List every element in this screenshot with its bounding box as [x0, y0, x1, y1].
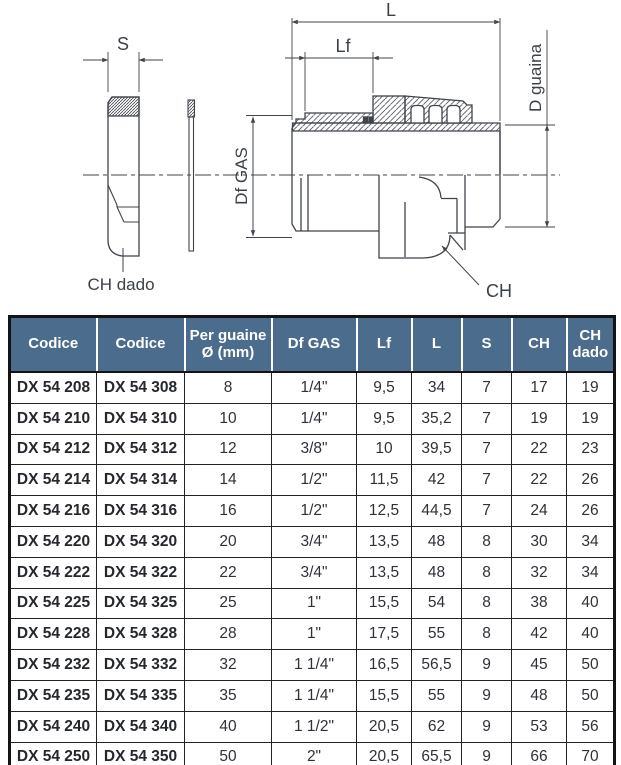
table-cell: DX 54 212: [10, 434, 97, 465]
table-cell: 45: [512, 650, 567, 681]
table-cell: DX 54 250: [10, 742, 97, 765]
table-cell: 40: [185, 711, 272, 742]
table-cell: 12: [185, 434, 272, 465]
table-cell: 11,5: [357, 465, 412, 496]
table-cell: 55: [412, 680, 462, 711]
col-header-df-gas: Df GAS: [272, 317, 357, 373]
col-header-codice-1: Codice: [10, 317, 97, 373]
table-cell: 55: [412, 619, 462, 650]
table-cell: DX 54 225: [10, 588, 97, 619]
table-cell: DX 54 220: [10, 526, 97, 557]
table-cell: DX 54 235: [10, 680, 97, 711]
table-cell: 7: [462, 372, 512, 403]
table-cell: 48: [512, 680, 567, 711]
technical-drawing: [0, 0, 621, 312]
table-cell: DX 54 312: [97, 434, 185, 465]
table-cell: 2": [272, 742, 357, 765]
table-cell: 8: [462, 526, 512, 557]
table-cell: 50: [567, 680, 615, 711]
table-cell: 15,5: [357, 588, 412, 619]
table-cell: 1": [272, 588, 357, 619]
table-cell: 3/4": [272, 526, 357, 557]
table-cell: DX 54 222: [10, 557, 97, 588]
col-header-per-guaine: Per guaine Ø (mm): [185, 317, 272, 373]
table-cell: 9: [462, 711, 512, 742]
table-cell: 1 1/4": [272, 650, 357, 681]
table-cell: 53: [512, 711, 567, 742]
table-cell: 48: [412, 557, 462, 588]
spec-table: [8, 315, 616, 765]
table-cell: 9,5: [357, 372, 412, 403]
table-row: [10, 619, 615, 650]
table-cell: DX 54 320: [97, 526, 185, 557]
label-df-gas: Df GAS: [232, 147, 251, 205]
table-cell: DX 54 310: [97, 403, 185, 434]
table-row: [10, 680, 615, 711]
table-cell: 19: [567, 403, 615, 434]
table-cell: 65,5: [412, 742, 462, 765]
table-cell: 20,5: [357, 742, 412, 765]
table-cell: 1 1/2": [272, 711, 357, 742]
table-cell: 16,5: [357, 650, 412, 681]
table-cell: 22: [512, 434, 567, 465]
table-cell: 19: [512, 403, 567, 434]
table-cell: DX 54 332: [97, 650, 185, 681]
table-row: [10, 526, 615, 557]
table-cell: 35: [185, 680, 272, 711]
table-cell: DX 54 232: [10, 650, 97, 681]
table-cell: 25: [185, 588, 272, 619]
table-cell: DX 54 216: [10, 496, 97, 527]
table-cell: 23: [567, 434, 615, 465]
table-row: [10, 496, 615, 527]
dimension-s: [83, 52, 163, 92]
table-cell: 1/4": [272, 403, 357, 434]
table-cell: 22: [512, 465, 567, 496]
table-cell: 9: [462, 650, 512, 681]
table-cell: 17,5: [357, 619, 412, 650]
label-s: S: [116, 34, 130, 54]
table-cell: 70: [567, 742, 615, 765]
table-cell: 1": [272, 619, 357, 650]
table-cell: 20: [185, 526, 272, 557]
table-cell: 20,5: [357, 711, 412, 742]
label-l: L: [385, 0, 397, 20]
table-row: [10, 372, 615, 403]
table-cell: 10: [357, 434, 412, 465]
table-cell: 7: [462, 465, 512, 496]
label-lf: Lf: [335, 36, 351, 56]
table-row: [10, 434, 615, 465]
table-row: [10, 650, 615, 681]
col-header-s: S: [462, 317, 512, 373]
table-cell: 30: [512, 526, 567, 557]
table-cell: 1/2": [272, 496, 357, 527]
col-header-codice-2: Codice: [97, 317, 185, 373]
table-cell: 10: [185, 403, 272, 434]
table-cell: DX 54 340: [97, 711, 185, 742]
table-header: [10, 317, 615, 373]
table-cell: 62: [412, 711, 462, 742]
table-cell: 32: [512, 557, 567, 588]
table-cell: 42: [412, 465, 462, 496]
table-cell: DX 54 350: [97, 742, 185, 765]
table-cell: DX 54 328: [97, 619, 185, 650]
table-cell: 42: [512, 619, 567, 650]
table-cell: 1/2": [272, 465, 357, 496]
label-ch-dado: CH dado: [87, 275, 155, 294]
table-cell: DX 54 214: [10, 465, 97, 496]
table-cell: DX 54 325: [97, 588, 185, 619]
table-cell: 50: [185, 742, 272, 765]
dimension-df-gas: [246, 116, 292, 238]
table-cell: 44,5: [412, 496, 462, 527]
table-row: [10, 742, 615, 765]
table-cell: 14: [185, 465, 272, 496]
table-cell: 3/8": [272, 434, 357, 465]
table-cell: 26: [567, 465, 615, 496]
table-cell: 38: [512, 588, 567, 619]
table-cell: DX 54 308: [97, 372, 185, 403]
table-row: [10, 711, 615, 742]
body-section: [292, 96, 500, 258]
table-cell: 66: [512, 742, 567, 765]
table-cell: 39,5: [412, 434, 462, 465]
table-cell: DX 54 316: [97, 496, 185, 527]
table-row: [10, 588, 615, 619]
label-d-guaina: D guaina: [526, 43, 545, 113]
table-cell: 34: [567, 526, 615, 557]
table-cell: 7: [462, 403, 512, 434]
table-cell: 50: [567, 650, 615, 681]
table-cell: 15,5: [357, 680, 412, 711]
table-cell: 7: [462, 496, 512, 527]
table-cell: DX 54 240: [10, 711, 97, 742]
table-cell: 22: [185, 557, 272, 588]
table-cell: 8: [462, 619, 512, 650]
col-header-ch: CH: [512, 317, 567, 373]
leader-ch: [442, 246, 479, 285]
table-cell: DX 54 208: [10, 372, 97, 403]
table-cell: 1 1/4": [272, 680, 357, 711]
table-body: [10, 372, 615, 765]
table-cell: 28: [185, 619, 272, 650]
table-cell: 13,5: [357, 557, 412, 588]
nut-side-view: [108, 97, 139, 272]
table-cell: 32: [185, 650, 272, 681]
table-cell: 24: [512, 496, 567, 527]
table-cell: 40: [567, 588, 615, 619]
table-cell: 48: [412, 526, 462, 557]
table-cell: 35,2: [412, 403, 462, 434]
table-cell: DX 54 210: [10, 403, 97, 434]
table-cell: 13,5: [357, 526, 412, 557]
table-cell: DX 54 335: [97, 680, 185, 711]
table-cell: DX 54 314: [97, 465, 185, 496]
table-cell: 9: [462, 742, 512, 765]
table-cell: 54: [412, 588, 462, 619]
label-ch: CH: [486, 281, 512, 301]
table-cell: 40: [567, 619, 615, 650]
table-cell: 16: [185, 496, 272, 527]
table-cell: 9,5: [357, 403, 412, 434]
table-row: [10, 403, 615, 434]
table-cell: 8: [462, 557, 512, 588]
table-cell: 26: [567, 496, 615, 527]
table-cell: DX 54 322: [97, 557, 185, 588]
col-header-lf: Lf: [357, 317, 412, 373]
col-header-l: L: [412, 317, 462, 373]
table-cell: DX 54 228: [10, 619, 97, 650]
table-cell: 1/4": [272, 372, 357, 403]
table-cell: 3/4": [272, 557, 357, 588]
table-cell: 34: [567, 557, 615, 588]
col-header-ch-dado: CH dado: [567, 317, 615, 373]
table-cell: 8: [185, 372, 272, 403]
table-cell: 19: [567, 372, 615, 403]
table-cell: 17: [512, 372, 567, 403]
table-cell: 8: [462, 588, 512, 619]
table-cell: 7: [462, 434, 512, 465]
table-row: [10, 465, 615, 496]
table-cell: 9: [462, 680, 512, 711]
table-cell: 56: [567, 711, 615, 742]
table-cell: 56,5: [412, 650, 462, 681]
table-cell: 12,5: [357, 496, 412, 527]
table-row: [10, 557, 615, 588]
washer: [188, 100, 195, 251]
table-cell: 34: [412, 372, 462, 403]
